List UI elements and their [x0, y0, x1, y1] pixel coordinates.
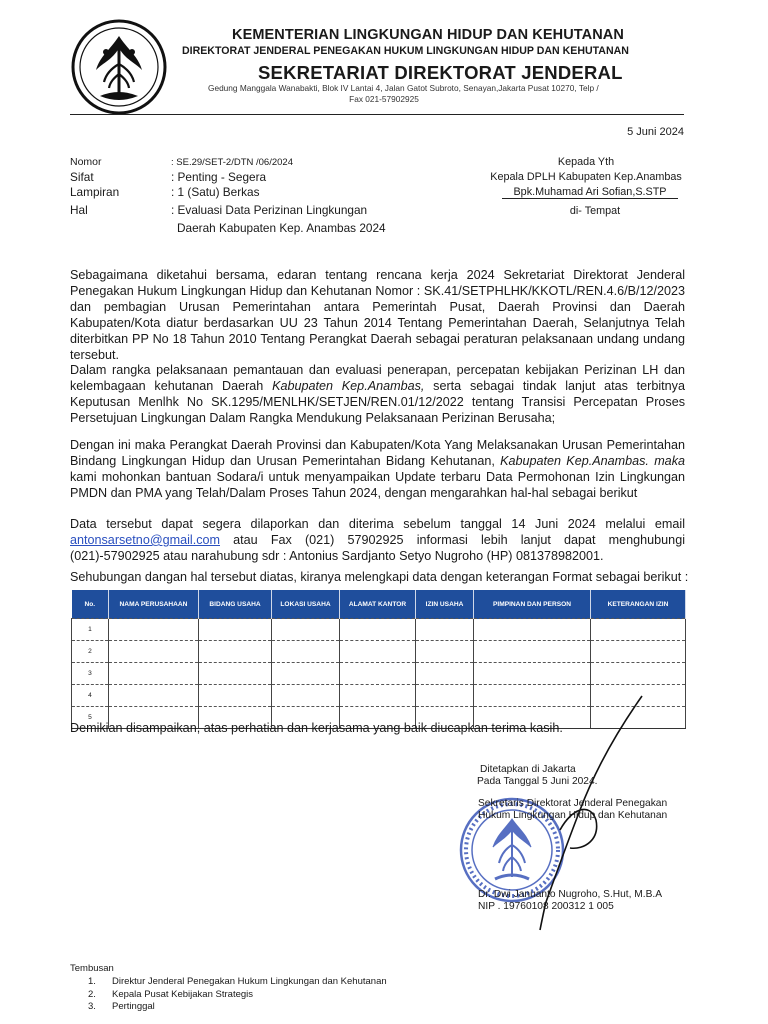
recipient-location: di- Tempat [569, 205, 621, 217]
table-header: ALAMAT KANTOR [340, 590, 416, 619]
table-cell [272, 641, 340, 663]
signing-place: Ditetapkan di Jakarta [480, 764, 576, 775]
hal-value-2: Daerah Kabupaten Kep. Anambas 2024 [177, 221, 386, 235]
paragraph-4 [70, 517, 685, 565]
table-cell [474, 641, 591, 663]
table-cell [416, 663, 474, 685]
paragraph-4-text-b: atau Fax (021) 57902925 informasi lebih lanjut dapat menghubungi (021)-57902925 atau narahubung sdr : Antonius Sardjanto Setyo Nugroho (HP) 081378982001. [70, 532, 685, 563]
table-cell [199, 685, 272, 707]
signatory-nip: NIP . 19760108 200312 1 005 [478, 901, 614, 912]
letterhead-divider [70, 114, 684, 115]
table-cell [199, 663, 272, 685]
address-line-1: Gedung Manggala Wanabakti, Blok IV Lantai 4, Jalan Gatot Subroto, Senayan,Jakarta Pusat 10270, Telp / [208, 83, 599, 93]
cc-item: Direktur Jenderal Penegakan Hukum Lingkungan dan Kehutanan [112, 976, 387, 987]
row-number: 5 [72, 707, 109, 729]
paragraph-3-text-a: Dengan ini maka Perangkat Daerah Provinsi dan Kabupaten/Kota Yang Melaksanakan Urusan Pemerintahan Bindang Lingkungan Hidup dan Urusan Pemerintahan Bidang Kehutanan, [70, 438, 685, 468]
address-line-2: Fax 021-57902925 [349, 94, 419, 104]
recipient-title: Kepala DPLH Kabupaten Kep.Anambas [490, 171, 682, 183]
table-cell [199, 641, 272, 663]
table-cell [199, 619, 272, 641]
table-row [72, 641, 686, 663]
cc-item-number: 2. [88, 989, 96, 1000]
letter-date: 5 Juni 2024 [627, 126, 684, 138]
table-cell [272, 685, 340, 707]
row-number: 1 [72, 619, 109, 641]
cc-item: Pertinggal [112, 1001, 155, 1012]
contact-email-link[interactable]: antonsarsetno@gmail.com [70, 532, 220, 547]
ministry-name: KEMENTERIAN LINGKUNGAN HIDUP DAN KEHUTANAN [232, 27, 624, 43]
cc-item-number: 3. [88, 1001, 96, 1012]
table-header: NAMA PERUSAHAAN [109, 590, 199, 619]
table-cell [416, 619, 474, 641]
closing-sentence: Demikian disampaikan, atas perhatian dan kerjasama yang baik diucapkan terima kasih. [70, 721, 563, 735]
signing-date: Pada Tanggal 5 Juni 2024. [477, 776, 598, 787]
table-row [72, 663, 686, 685]
paragraph-2-text-a: Dalam rangka pelaksanaan pemantauan dan evaluasi penerapan, percepatan kebijakan Perizinan LH dan kelembagaan kehutanan Daerah [70, 363, 685, 393]
paragraph-1: Sebagaimana diketahui bersama, edaran tentang rencana kerja 2024 Sekretariat Direktorat Jenderal Penegakan Hukum Lingkungan Hidup dan Kehutanan Nomor : SK.41/SETPHLHK/KKOTL/REN.4.6/B/12/2023 dan pembagian Urusan Pemerintahan antara Pemerintah Pusat, Daerah Provinsi dan Daerah Kabupaten/Kota diatur berdasarkan UU 23 Tahun 2014 Tentang Pemerintahan Daerah, Selanjutnya Telah diterbitkan PP No 18 Tahun 2010 Tentang Perangkat Daerah sebagai peraturan pelaksanaan undang undang tersebut. [70, 268, 685, 362]
row-number: 4 [72, 685, 109, 707]
paragraph-3-italic: Kabupaten Kep.Anambas. maka [500, 453, 685, 468]
table-header: IZIN USAHA [416, 590, 474, 619]
hal-label: Hal [70, 203, 88, 217]
paragraph-3 [70, 438, 685, 502]
lampiran-label: Lampiran [70, 185, 120, 199]
cc-title: Tembusan [70, 963, 114, 974]
table-cell [272, 619, 340, 641]
lampiran-value: : 1 (Satu) Berkas [171, 185, 260, 199]
nomor-value: : SE.29/SET-2/DTN /06/2024 [171, 157, 293, 168]
table-cell [591, 619, 686, 641]
table-cell [474, 663, 591, 685]
table-cell [591, 641, 686, 663]
table-header: LOKASI USAHA [272, 590, 340, 619]
row-number: 3 [72, 663, 109, 685]
sifat-label: Sifat [70, 170, 94, 184]
table-cell [272, 663, 340, 685]
table-cell [340, 641, 416, 663]
nomor-label: Nomor [70, 156, 102, 168]
directorate-name: DIREKTORAT JENDERAL PENEGAKAN HUKUM LINGKUNGAN HIDUP DAN KEHUTANAN [182, 45, 629, 57]
table-header-row [72, 590, 686, 619]
table-cell [474, 619, 591, 641]
table-header: PIMPINAN DAN PERSON [474, 590, 591, 619]
paragraph-4-text-a: Data tersebut dapat segera dilaporkan dan diterima sebelum tanggal 14 Juni 2024 melalui email [70, 517, 685, 531]
table-header: BIDANG USAHA [199, 590, 272, 619]
table-cell [340, 619, 416, 641]
sifat-value: : Penting - Segera [171, 170, 267, 184]
table-cell [416, 685, 474, 707]
table-header: No. [72, 590, 109, 619]
paragraph-3-text-b: kami mohonkan bantuan Sodara/i untuk menyampaikan Update terbaru Data Permohonan Izin Lingkungan PMDN dan PMA yang Telah/Dalam Proses Tahun 2024, dengan mengarahkan hal-hal sebagai berikut [70, 469, 685, 500]
recipient-greeting: Kepada Yth [557, 156, 615, 168]
paragraph-2 [70, 363, 685, 427]
signatory-name: Dr. Dwi Januanto Nugroho, S.Hut, M.B.A [478, 889, 663, 900]
table-header: KETERANGAN IZIN [591, 590, 686, 619]
table-row [72, 619, 686, 641]
table-cell [109, 641, 199, 663]
cc-item-number: 1. [88, 976, 96, 987]
recipient-name: Bpk.Muhamad Ari Sofian,S.STP [502, 186, 678, 199]
table-cell [416, 641, 474, 663]
table-cell [109, 685, 199, 707]
signatory-position-2: Hukum Lingkungan Hidup dan Kehutanan [478, 810, 668, 821]
secretariat-name: SEKRETARIAT DIREKTORAT JENDERAL [258, 62, 623, 83]
signatory-position-1: Sekretaris Direktorat Jenderal Penegakan [478, 798, 668, 809]
paragraph-5: Sehubungan dangan hal tersebut diatas, kiranya melengkapi data dengan keterangan Format sebagai berikut : [70, 570, 689, 584]
cc-item: Kepala Pusat Kebijakan Strategis [112, 989, 254, 1000]
table-cell [340, 663, 416, 685]
hal-value-1: : Evaluasi Data Perizinan Lingkungan [171, 203, 368, 217]
paragraph-2-text-b: serta sebagai tindak lanjut atas terbitnya Keputusan Menlhk No SK.1295/MENLHK/SETJEN/REN.01/12/2022 tentang Transisi Percepatan Proses Persetujuan Lingkungan Dalam Rangka Mendukung Pelaksanaan Perizinan Berusaha; [70, 378, 685, 425]
table-cell [109, 663, 199, 685]
table-cell [340, 685, 416, 707]
table-cell [109, 619, 199, 641]
row-number: 2 [72, 641, 109, 663]
table-cell [591, 663, 686, 685]
paragraph-2-italic: Kabupaten Kep.Anambas, [272, 378, 425, 393]
